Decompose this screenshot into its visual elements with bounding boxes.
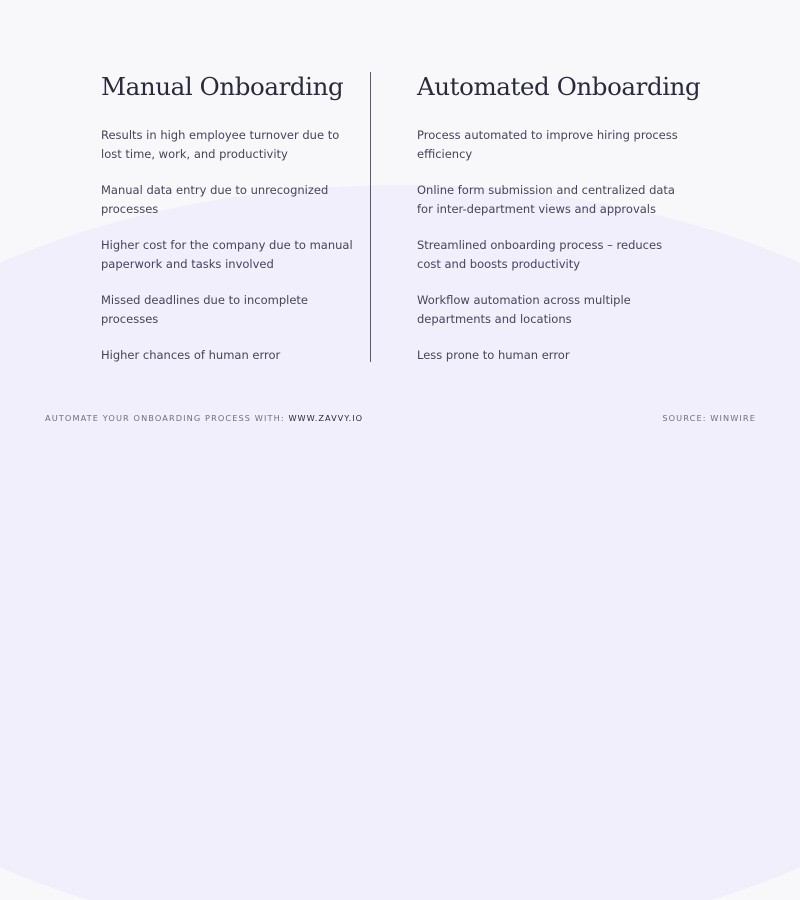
automated-item-4: Workflow automation across multiple departments and locations <box>417 293 631 326</box>
manual-item-1: Results in high employee turnover due to lost time, work, and productivity <box>101 128 340 161</box>
automated-item-3: Streamlined onboarding process – reduces cost and boosts productivity <box>417 238 663 271</box>
manual-onboarding-title: Manual Onboarding <box>101 72 344 101</box>
manual-item-5: Higher chances of human error <box>101 348 281 362</box>
manual-item-2: Manual data entry due to unrecognized processes <box>101 183 329 216</box>
automated-item-1: Process automated to improve hiring process efficiency <box>417 128 678 161</box>
manual-onboarding-column <box>101 71 371 401</box>
automated-item-5: Less prone to human error <box>417 348 570 362</box>
automated-onboarding-title: Automated Onboarding <box>417 72 701 101</box>
manual-item-3: Higher cost for the company due to manual paperwork and tasks involved <box>101 238 353 271</box>
footer-source: SOURCE: WINWIRE <box>662 413 756 423</box>
footer-cta <box>45 413 363 423</box>
column-divider <box>370 72 371 362</box>
manual-item-4: Missed deadlines due to incomplete processes <box>101 293 308 326</box>
automated-onboarding-column <box>417 71 701 401</box>
footer-cta-text: AUTOMATE YOUR ONBOARDING PROCESS WITH: <box>45 413 285 423</box>
automated-item-2: Online form submission and centralized data for inter-department views and approvals <box>417 183 675 216</box>
footer-website-link[interactable]: WWW.ZAVVY.IO <box>288 413 364 423</box>
